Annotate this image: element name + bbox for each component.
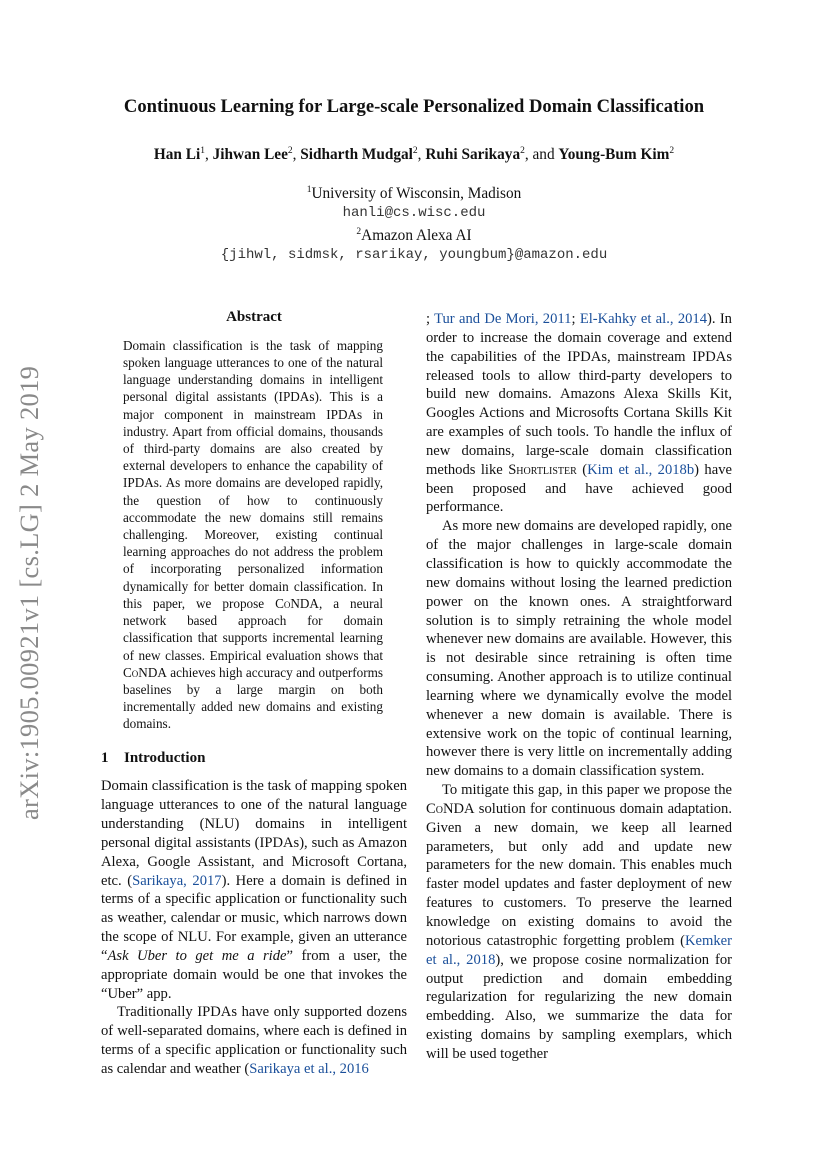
method-name: CoNDA (426, 800, 475, 817)
paragraph-text: ) have been proposed and have achieved good performance. (426, 461, 732, 516)
abstract-text-part: Domain classification is the task of mapping spoken language utterances to one of the natural language understanding domains in intelligent personal digital assistants (IPDAs). This is a major component in mainstream IPDAs in industry. Apart from official domains, thousands of third-party domains are also created by external developers to enhance the capability of IPDAs. As more domains are developed rapidly, the question of how to continuously accommodate the new domains still remains challenging. Moreover, existing continual learning approaches do not address the problem of incorporating personalized information dynamically for better domain classification. In this paper, we propose (123, 337, 383, 611)
citation-link[interactable]: Sarikaya et al., 2016 (249, 1061, 369, 1078)
method-name: Shortlister (508, 461, 577, 478)
paragraph-text: ; (426, 311, 435, 327)
citation-link[interactable]: Tur and De Mori, 2011 (434, 311, 572, 327)
author-email: {jihwl, sidmsk, rsarikay, youngbum}@amazon.edu (220, 246, 608, 263)
affil-mark: 1 (306, 185, 312, 195)
method-name: CoNDA (123, 664, 167, 680)
author-list: Han Li$^1$, Jihwan Lee$^2$, Sidharth Mudgal$^2$, Ruhi Sarikaya$^2$, and Young-Bum Kim$^2$ (153, 146, 675, 164)
intro-paragraph-2-continued (426, 310, 732, 517)
paragraph-text: Traditionally IPDAs have only supported dozens of well-separated domains, where each is defined in terms of a specific application or functionality such as calendar and weather ( (101, 1004, 407, 1078)
paragraph-text: ), we propose cosine normalization for output prediction and domain embedding regularization for regularizing the new domain embedding. Also, we summarize the data for existing domains by sampling exemplars, which will be used together (426, 951, 732, 1062)
author-affil-mark: 2 (412, 146, 418, 156)
example-utterance: Ask Uber to get me a ride (107, 947, 287, 964)
paragraph-text: To mitigate this gap, in this paper we propose the (442, 782, 732, 799)
right-column (426, 310, 732, 1064)
author-affil-mark: 2 (669, 146, 675, 156)
author-name: Han Li (153, 146, 201, 164)
left-column (101, 308, 407, 1079)
author-affil-mark: 1 (200, 146, 205, 156)
affiliation-name: Amazon Alexa AI (361, 227, 472, 245)
author-name: Young-Bum Kim (558, 146, 670, 164)
paragraph-text: Domain classification is the task of mapping spoken language utterances to one of the natural language understanding (NLU) domains in intelligent personal digital assistants (IPDAs), such as Amazon Alexa, Google Assistant, and Microsoft Cortana, etc. ( (101, 778, 407, 889)
intro-paragraph-2 (101, 1003, 407, 1078)
arxiv-identifier: arXiv:1905.00921v1 [cs.LG] 2 May 2019 (14, 365, 44, 820)
paragraph-text: solution for continuous domain adaptation. Given a new domain, we keep all learned parameters, but only add and update new parameters for the new domain. This enables much faster model updates and faster deployment of new features to customers. To preserve the learned knowledge on existing domains to avoid the notorious catastrophic forgetting problem ( (426, 800, 732, 949)
intro-paragraph-1 (101, 777, 407, 1003)
abstract-text-part: , a neural network based approach for domain classification that supports incremental learning of new classes. Empirical evaluation shows that (123, 595, 383, 663)
paragraph-text: ; (571, 311, 580, 327)
section-heading (101, 749, 407, 768)
intro-paragraph-3: As more new domains are developed rapidly, one of the major challenges in large-scale domain classification is how to quickly accommodate the new domains without losing the learned prediction power on the known ones. A straightforward solution is to simply retraining the whole model whenever new domains are available. However, this is not desirable since retraining is often time consuming. Another approach is to utilize continual learning where we dynamically evolve the model whenever a new domain is available. There is extensive work on the topic of continual learning, however there is very little on incrementally adding new domains to a domain classification system. (426, 518, 732, 780)
citation-link[interactable]: Sarikaya, 2017 (132, 872, 222, 889)
citation-link[interactable]: El-Kahky et al., 2014 (579, 311, 708, 327)
author-name: Sidharth Mudgal (300, 146, 413, 164)
abstract-heading: Abstract (226, 309, 282, 325)
affiliations (0, 181, 828, 265)
method-name: CoNDA (275, 595, 319, 611)
paper-title: Continuous Learning for Large-scale Personalized Domain Classification (123, 96, 705, 117)
section-number: 1 (101, 749, 109, 766)
author-affil-mark: 2 (287, 146, 293, 156)
paragraph-text: ” from a user, the appropriate domain would be one that invokes the “Uber” app. (101, 947, 407, 1002)
affil-mark: 2 (356, 227, 362, 238)
citation-link[interactable]: Kemker et al., 2018 (426, 932, 732, 968)
section-title: Introduction (124, 749, 206, 766)
author-name: Ruhi Sarikaya (425, 146, 521, 164)
paragraph-text: ( (576, 461, 588, 478)
abstract-text (123, 337, 383, 733)
author-name: Jihwan Lee (212, 146, 288, 164)
author-affil-mark: 2 (520, 146, 525, 156)
author-email: hanli@cs.wisc.edu (342, 204, 486, 221)
affiliation-name: University of Wisconsin, Madison (311, 185, 522, 203)
intro-paragraph-4 (426, 781, 732, 1064)
abstract-text-part: achieves high accuracy and outperforms baselines by a large margin on both incrementally added new domains and existing domains. (123, 664, 383, 732)
paragraph-text: ). In order to increase the domain coverage and extend the capabilities of the IPDAs, mainstream IPDAs released tools to allow third-party developers to build new domains. Amazons Alexa Skills Kit, Googles Actions and Microsofts Cortana Skills Kit are examples of such tools. To handle the influx of new domains, large-scale domain classification methods like (426, 311, 732, 478)
paragraph-text: ). Here a domain is defined in terms of a specific application or functionality such as weather, calendar or music, which narrows down the scope of NLU. For example, given an utterance “ (101, 872, 408, 964)
citation-link[interactable]: Kim et al., 2018b (587, 461, 695, 478)
